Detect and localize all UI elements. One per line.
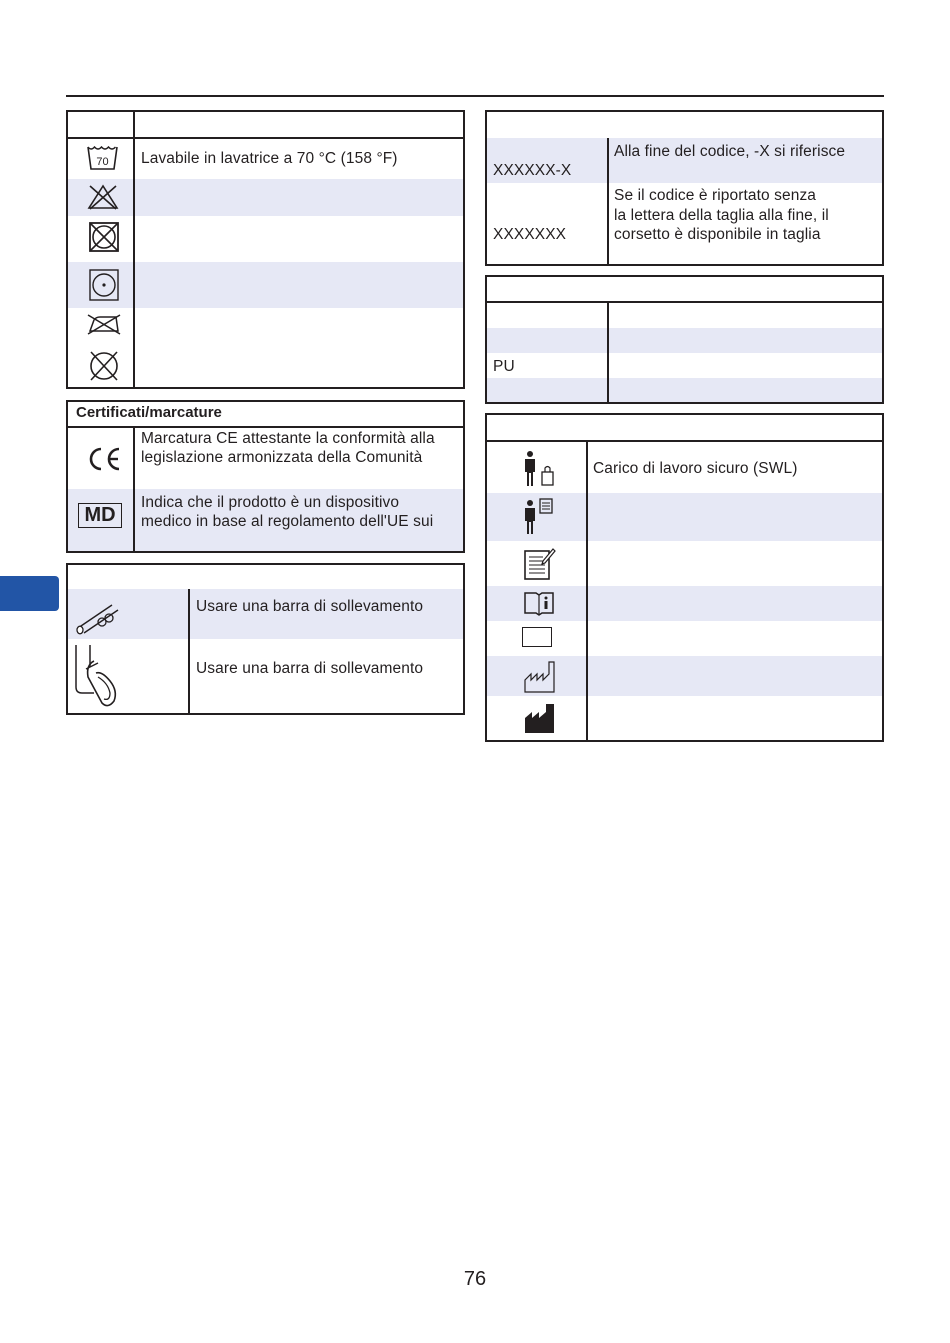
no-dry-clean-icon (87, 349, 121, 383)
table-row (487, 328, 882, 353)
care-row-1-text: Lavabile in lavatrice a 70 °C (158 °F) (141, 150, 398, 167)
product-codes-table (485, 110, 884, 266)
record-icon (523, 547, 557, 581)
table-row (68, 179, 463, 216)
patient-info-icon (522, 497, 558, 535)
ce-text-line2: legislazione armonizzata della Comunità (141, 449, 423, 466)
lift-row-1-text: Usare una barra di sollevamento (196, 598, 424, 615)
ce-mark-icon (86, 446, 122, 472)
code-row-1-text: Alla fine del codice, -X si riferisce (614, 143, 846, 160)
materials-table-header (487, 277, 882, 303)
code-row-2-code: XXXXXXX (493, 226, 567, 243)
code-row-2-line2: la lettera della taglia alla fine, il (614, 207, 829, 224)
lifting-hook-icon (72, 643, 122, 711)
page-number: 76 (463, 1268, 487, 1290)
md-text-line2: medico in base al regolamento dell'UE sui (141, 513, 434, 530)
no-tumble-dry-icon (88, 221, 120, 253)
md-mark-icon (78, 503, 122, 528)
no-bleach-icon (87, 183, 119, 211)
certificates-table (66, 400, 465, 553)
symbols-table-header (487, 415, 882, 442)
tumble-dry-low-icon (88, 268, 120, 302)
swl-text: Carico di lavoro sicuro (SWL) (593, 460, 798, 477)
wash-70-icon (86, 144, 120, 172)
safe-working-load-icon (522, 450, 558, 488)
material-pu-label: PU (493, 358, 515, 375)
blank-box-icon (522, 627, 552, 647)
code-row-1-code: XXXXXX-X (493, 162, 572, 179)
instructions-icon (523, 590, 555, 616)
manufacture-date-icon (523, 660, 557, 694)
table-row (68, 262, 463, 308)
no-iron-icon (86, 311, 122, 337)
top-rule (66, 95, 884, 97)
code-row-2-line1: Se il codice è riportato senza (614, 187, 817, 204)
wash-temp-label: 70 (96, 156, 109, 168)
materials-table (485, 275, 884, 404)
code-row-2-line3: corsetto è disponibile in taglia (614, 226, 821, 243)
care-symbols-table (66, 110, 465, 389)
ce-text-line1: Marcatura CE attestante la conformità alla (141, 430, 435, 447)
md-text-line1: Indica che il prodotto è un dispositivo (141, 494, 400, 511)
codes-table-header (487, 112, 882, 140)
lifting-bar-icon (72, 595, 128, 635)
care-table-header (68, 112, 463, 139)
section-tab-marker (0, 576, 59, 611)
lifting-table-header (68, 565, 463, 591)
manufacturer-icon (523, 702, 557, 734)
lifting-table (66, 563, 465, 715)
certificates-header: Certificati/marcature (68, 402, 463, 428)
table-row (487, 378, 882, 402)
md-label: MD (84, 504, 116, 526)
lift-row-2-text: Usare una barra di sollevamento (196, 660, 424, 677)
symbols-table (485, 413, 884, 742)
